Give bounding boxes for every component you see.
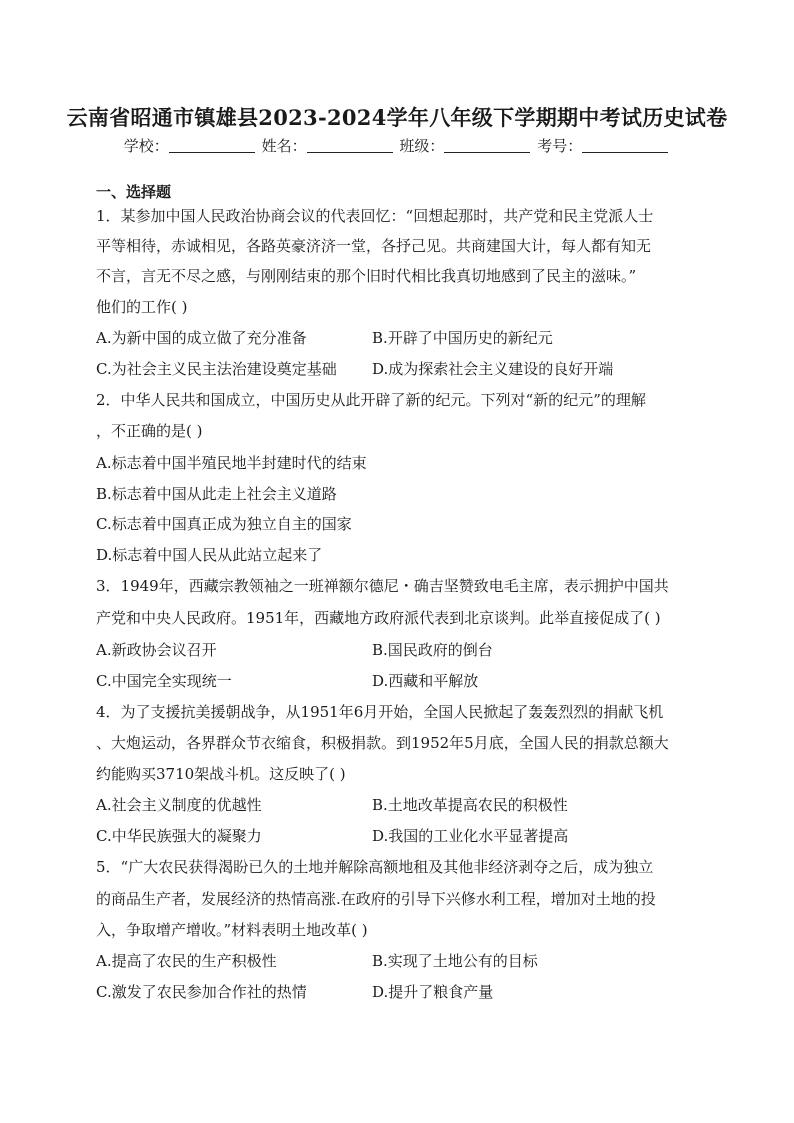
- question-4-line: 约能购买3710架战斗机。这反映了( ): [96, 765, 346, 783]
- school-blank[interactable]: [169, 138, 255, 153]
- question-5-line: 入，争取增产增收。”材料表明土地改革( ): [96, 921, 368, 939]
- question-4-line: 4．为了支援抗美援朝战争，从1951年6月开始，全国人民掀起了轰轰烈烈的捐献飞机: [96, 703, 664, 721]
- number-blank[interactable]: [582, 138, 668, 153]
- question-4-option-b[interactable]: B.土地改革提高农民的积极性: [372, 796, 568, 814]
- question-3-line: 产党和中央人民政府。1951年，西藏地方政府派代表到北京谈判。此举直接促成了( ): [96, 609, 661, 627]
- question-4-option-c[interactable]: C.中华民族强大的凝聚力: [96, 827, 262, 845]
- question-3-option-a[interactable]: A.新政协会议召开: [96, 641, 217, 659]
- question-1-option-b[interactable]: B.开辟了中国历史的新纪元: [372, 329, 553, 347]
- question-1-option-a[interactable]: A.为新中国的成立做了充分准备: [96, 329, 307, 347]
- class-blank[interactable]: [444, 138, 530, 153]
- question-2-option-b[interactable]: B.标志着中国从此走上社会主义道路: [96, 485, 337, 503]
- question-5-option-b[interactable]: B.实现了土地公有的目标: [372, 952, 538, 970]
- question-2-option-d[interactable]: D.标志着中国人民从此站立起来了: [96, 546, 323, 564]
- section-heading: 一、选择题: [96, 183, 172, 201]
- question-5-line: 的商品生产者，发展经济的热情高涨.在政府的引导下兴修水利工程，增加对土地的投: [96, 890, 656, 908]
- question-2-line: ，不正确的是( ): [96, 422, 203, 440]
- question-1-line: 1．某参加中国人民政治协商会议的代表回忆：“回想起那时，共产党和民主党派人士: [96, 207, 654, 225]
- question-1-line: 平等相待，赤诚相见，各路英豪济济一堂，各抒己见。共商建国大计，每人都有知无: [96, 237, 652, 255]
- class-label: 班级：: [399, 137, 445, 155]
- question-3-option-b[interactable]: B.国民政府的倒台: [372, 641, 493, 659]
- question-2-line: 2．中华人民共和国成立，中国历史从此开辟了新的纪元。下列对“新的纪元”的理解: [96, 391, 646, 409]
- number-label: 考号：: [537, 137, 583, 155]
- name-label: 姓名：: [261, 137, 307, 155]
- question-1-line: 不言，言无不尽之感，与刚刚结束的那个旧时代相比我真切地感到了民主的滋味。”: [96, 267, 637, 285]
- page-title: 云南省昭通市镇雄县2023-2024学年八年级下学期期中考试历史试卷: [66, 105, 728, 130]
- question-3-option-c[interactable]: C.中国完全实现统一: [96, 672, 232, 690]
- question-5-option-d[interactable]: D.提升了粮食产量: [372, 983, 494, 1001]
- question-3-line: 3．1949年，西藏宗教领袖之一班禅额尔德尼・确吉坚赞致电毛主席，表示拥护中国共: [96, 577, 669, 595]
- question-4-option-a[interactable]: A.社会主义制度的优越性: [96, 796, 262, 814]
- question-2-option-c[interactable]: C.标志着中国真正成为独立自主的国家: [96, 515, 352, 533]
- name-blank[interactable]: [307, 138, 393, 153]
- question-2-option-a[interactable]: A.标志着中国半殖民地半封建时代的结束: [96, 454, 367, 472]
- question-5-line: 5．“广大农民获得渴盼已久的土地并解除高额地租及其他非经济剥夺之后，成为独立: [96, 858, 654, 876]
- question-4-option-d[interactable]: D.我国的工业化水平显著提高: [372, 827, 569, 845]
- question-3-option-d[interactable]: D.西藏和平解放: [372, 672, 479, 690]
- question-1-option-d[interactable]: D.成为探索社会主义建设的良好开端: [372, 360, 614, 378]
- school-label: 学校：: [123, 137, 169, 155]
- question-1-line: 他们的工作( ): [96, 298, 188, 316]
- question-5-option-a[interactable]: A.提高了农民的生产积极性: [96, 952, 277, 970]
- student-info-line: [0, 135, 794, 156]
- question-4-line: 、大炮运动，各界群众节衣缩食，积极捐款。到1952年5月底，全国人民的捐款总额大: [96, 734, 669, 752]
- question-5-option-c[interactable]: C.激发了农民参加合作社的热情: [96, 983, 307, 1001]
- question-1-option-c[interactable]: C.为社会主义民主法治建设奠定基础: [96, 360, 337, 378]
